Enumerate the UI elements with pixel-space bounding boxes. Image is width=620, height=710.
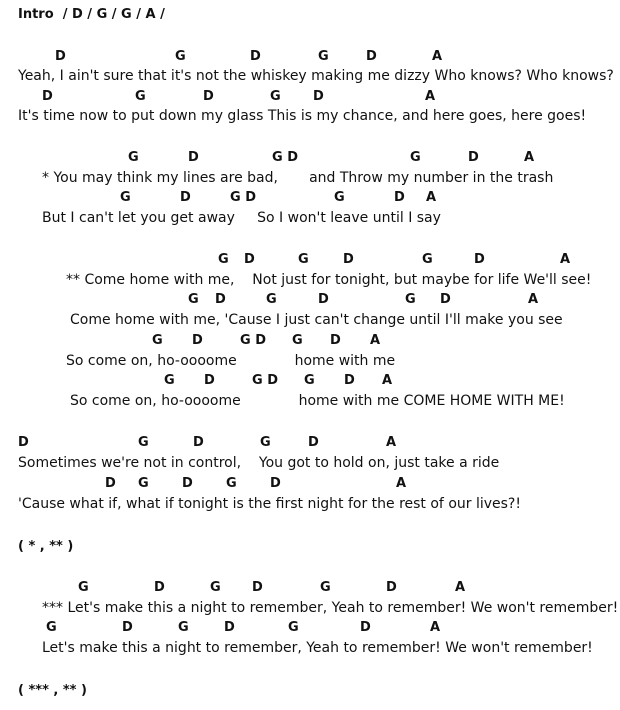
chord: G	[410, 150, 421, 165]
chord: G	[405, 292, 416, 307]
chord: G	[188, 292, 199, 307]
chord: D	[182, 476, 193, 491]
chord: A	[382, 373, 393, 388]
chord: D	[386, 580, 397, 595]
chord: G D	[272, 150, 298, 165]
lyric-line-7: So come on, ho-oooome home with me	[66, 353, 396, 369]
chord: G	[135, 89, 146, 104]
chord: A	[455, 580, 466, 595]
chord: G	[152, 333, 163, 348]
chord: D	[204, 373, 215, 388]
chord: D	[55, 49, 66, 64]
lyric-line-9: Sometimes we're not in control, You got to hold on, just take a ride	[18, 455, 500, 471]
lyric-line-6: Come home with me, 'Cause I just can't change until I'll make you see	[70, 312, 563, 328]
chord: D	[180, 190, 191, 205]
lyric-line-10: 'Cause what if, what if tonight is the first night for the rest of our lives?!	[18, 496, 521, 512]
chord: D	[188, 150, 199, 165]
chord: D	[193, 435, 204, 450]
chord: D	[330, 333, 341, 348]
repeat-marker-2: ( *** , ** )	[18, 683, 87, 698]
chord: G	[292, 333, 303, 348]
chord: G	[178, 620, 189, 635]
chord: A	[396, 476, 407, 491]
chord: G	[304, 373, 315, 388]
chord: A	[524, 150, 535, 165]
chord: G D	[240, 333, 266, 348]
chord: G	[46, 620, 57, 635]
chord: D	[440, 292, 451, 307]
chord: D	[105, 476, 116, 491]
chord: D	[468, 150, 479, 165]
chord: G	[298, 252, 309, 267]
chord: A	[370, 333, 381, 348]
chord: G	[288, 620, 299, 635]
chord: D	[250, 49, 261, 64]
chord: D	[18, 435, 29, 450]
chord: G	[218, 252, 229, 267]
chord: D	[318, 292, 329, 307]
chord: D	[224, 620, 235, 635]
chord: A	[560, 252, 571, 267]
chord: D	[244, 252, 255, 267]
chord: A	[528, 292, 539, 307]
chord: G	[175, 49, 186, 64]
chord: D	[122, 620, 133, 635]
chord: D	[154, 580, 165, 595]
chord: D	[344, 373, 355, 388]
chord: G	[334, 190, 345, 205]
chord: D	[42, 89, 53, 104]
lyric-line-5: ** Come home with me, Not just for tonight, but maybe for life We'll see!	[66, 272, 592, 288]
chord: G	[138, 476, 149, 491]
chord: G D	[252, 373, 278, 388]
repeat-marker-1: ( * , ** )	[18, 539, 74, 554]
intro-line: Intro / D / G / G / A /	[18, 7, 165, 22]
chord: G	[226, 476, 237, 491]
chord: D	[270, 476, 281, 491]
chord: G	[128, 150, 139, 165]
lyric-line-8: So come on, ho-oooome home with me COME HOME WITH ME!	[70, 393, 565, 409]
chord: D	[366, 49, 377, 64]
chord: A	[425, 89, 436, 104]
lyric-line-12: Let's make this a night to remember, Yeah to remember! We won't remember!	[42, 640, 593, 656]
chord: D	[474, 252, 485, 267]
chord: G	[320, 580, 331, 595]
lyric-line-2: It's time now to put down my glass This is my chance, and here goes, here goes!	[18, 108, 587, 124]
chord: G	[138, 435, 149, 450]
chord: G	[260, 435, 271, 450]
chord: D	[215, 292, 226, 307]
chord: G	[120, 190, 131, 205]
chord: D	[360, 620, 371, 635]
chord: G	[266, 292, 277, 307]
chord: A	[432, 49, 443, 64]
chord: A	[426, 190, 437, 205]
chord: D	[252, 580, 263, 595]
lyric-line-3: * You may think my lines are bad, and Throw my number in the trash	[42, 170, 554, 186]
chord: D	[192, 333, 203, 348]
lyric-line-11: *** Let's make this a night to remember, Yeah to remember! We won't remember!	[42, 600, 619, 616]
chord: A	[430, 620, 441, 635]
chord: G	[78, 580, 89, 595]
lyric-line-1: Yeah, I ain't sure that it's not the whiskey making me dizzy Who knows? Who knows?	[18, 68, 614, 84]
chord: G	[164, 373, 175, 388]
chord: G	[270, 89, 281, 104]
chord: A	[386, 435, 397, 450]
chord: G D	[230, 190, 256, 205]
chord: G	[318, 49, 329, 64]
lyric-line-4: But I can't let you get away So I won't leave until I say	[42, 210, 441, 226]
chord: G	[422, 252, 433, 267]
chord: D	[394, 190, 405, 205]
chord: D	[343, 252, 354, 267]
chord: D	[203, 89, 214, 104]
chord: D	[308, 435, 319, 450]
chord: G	[210, 580, 221, 595]
chord: D	[313, 89, 324, 104]
